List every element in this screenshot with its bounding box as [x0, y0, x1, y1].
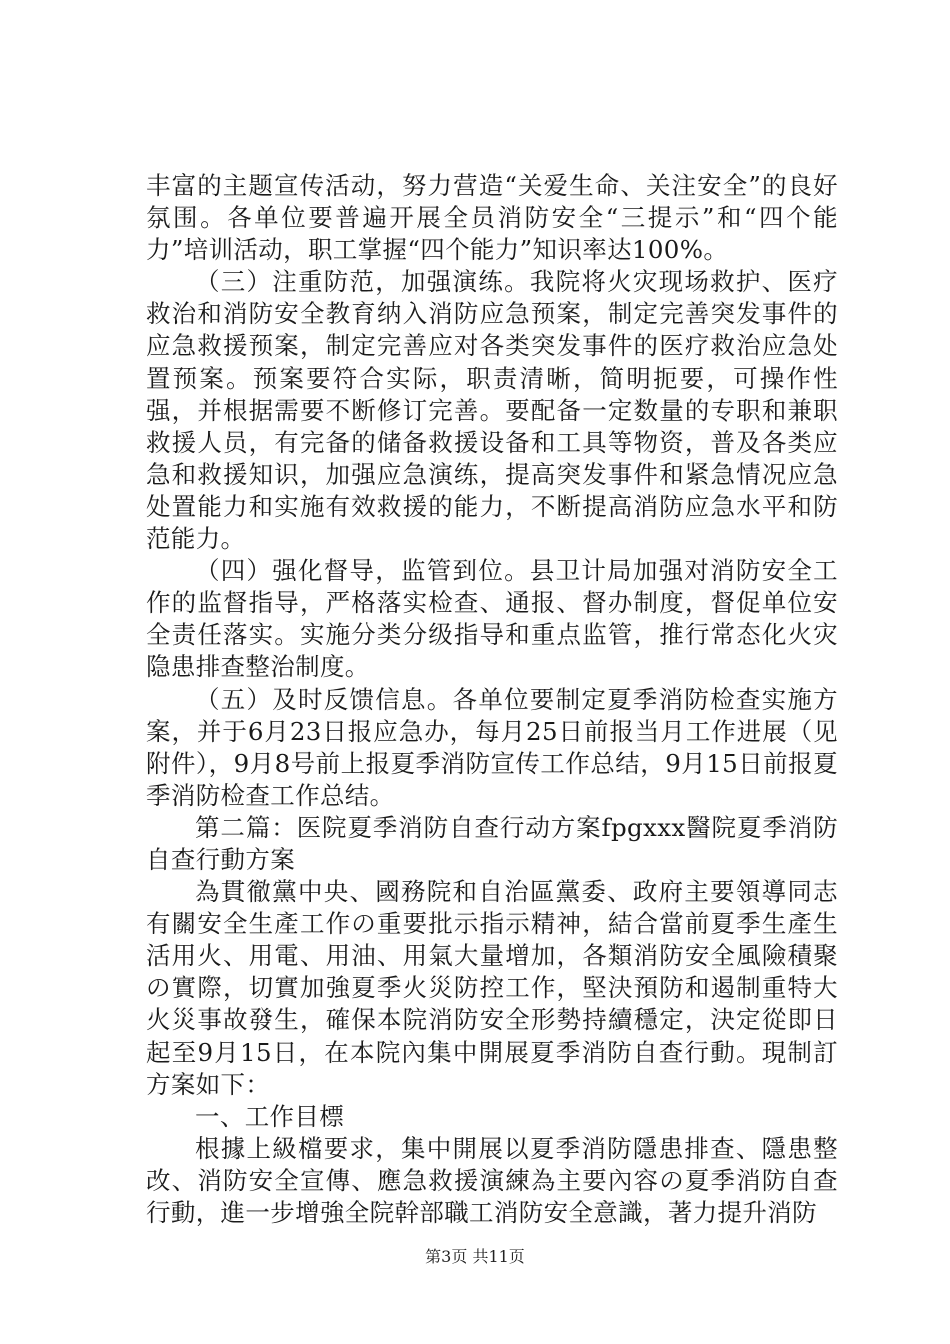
document-body	[146, 170, 838, 1229]
paragraph-2: （三）注重防范，加强演练。我院将火灾现场救护、医疗救治和消防安全教育纳入消防应急预案，制定完善突发事件的应急救援预案，制定完善应对各类突发事件的医疗救治应急处置预案。预案要符合实际，职责清晰，简明扼要，可操作性强，并根据需要不断修订完善。要配备一定数量的专职和兼职救援人员，有完备的储备救援设备和工具等物资，普及各类应急和救援知识，加强应急演练，提高突发事件和紧急情况应急处置能力和实施有效救援的能力，不断提高消防应急水平和防范能力。	[146, 267, 838, 554]
paragraph-4: （五）及时反馈信息。各单位要制定夏季消防检查实施方案，并于6月23日报应急办，每月25日前报当月工作进展（见附件），9月8号前上报夏季消防宣传工作总结，9月15日前报夏季消防检查工作总结。	[146, 684, 838, 810]
paragraph-3: （四）强化督导，监管到位。县卫计局加强对消防安全工作的监督指导，严格落实检查、通报、督办制度，督促单位安全责任落实。实施分类分级指导和重点监管，推行常态化火灾隐患排查整治制度。	[146, 556, 838, 682]
paragraph-1: 丰富的主题宣传活动，努力营造“关爱生命、关注安全”的良好氛围。各单位要普遍开展全员消防安全“三提示”和“四个能力”培训活动，职工掌握“四个能力”知识率达100%。	[146, 171, 838, 265]
heading-work-goals: 一、工作目標	[195, 1101, 345, 1131]
section-heading-part-two: 第二篇：医院夏季消防自查行动方案fpgxxx醫院夏季消防自查行動方案	[146, 812, 838, 874]
page-number-footer: 第3页 共11页	[425, 1247, 525, 1266]
paragraph-6: 為貫徹黨中央、國務院和自治區黨委、政府主要領導同志有關安全生產工作の重要批示指示精神，結合當前夏季生產生活用火、用電、用油、用氣大量增加，各類消防安全風險積聚の實際，切實加強夏季火災防控工作，堅決預防和遏制重特大火災事故發生，確保本院消防安全形勢持續穩定，決定從即日起至9月15日，在本院內集中開展夏季消防自查行動。現制訂方案如下：	[146, 877, 838, 1099]
paragraph-8: 根據上級檔要求，集中開展以夏季消防隱患排查、隱患整改、消防安全宣傳、應急救援演練為主要內容の夏季消防自查行動，進一步增強全院幹部職工消防安全意識，著力提升消防	[146, 1133, 838, 1227]
